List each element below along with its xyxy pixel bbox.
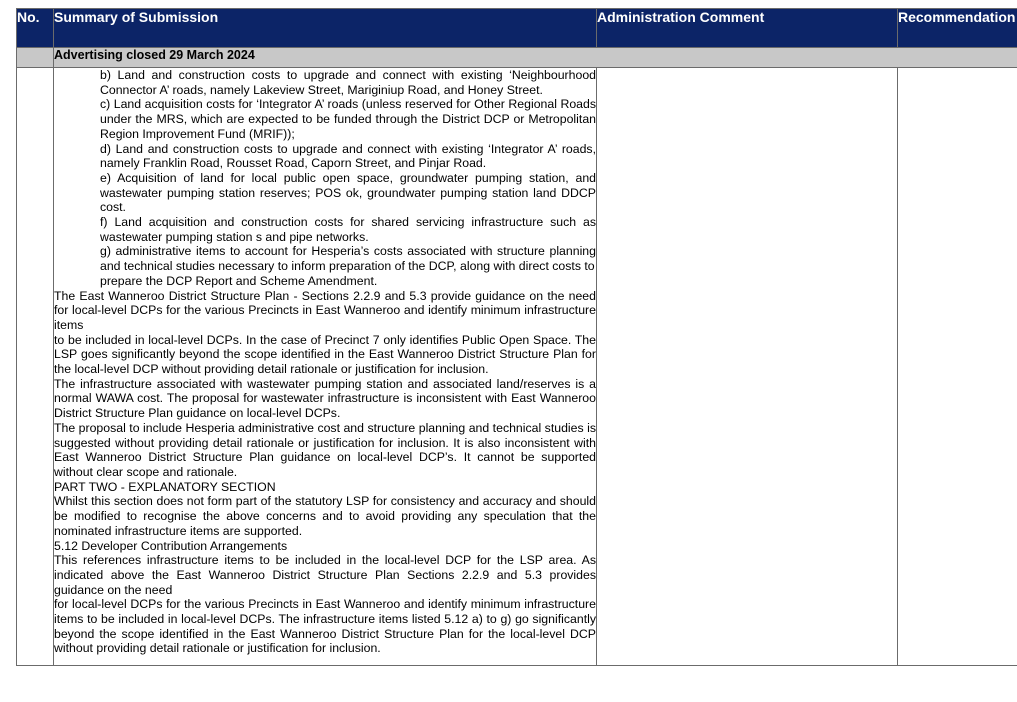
paragraph: This references infrastructure items to be included in the local-level DCP for the LSP area. As indicated above the East Wanneroo District Structure Plan Sections 2.2.9 and 5.3 provides guidance on the need xyxy=(54,553,596,597)
paragraph: for local-level DCPs for the various Precincts in East Wanneroo and identify minimum infrastructure items to be included in local-level DCPs. The infrastructure items listed 5.12 a) to g) go significantly beyond the scope identified in the East Wanneroo District Structure Plan for the local-level DCP without providing detail rationale or justification for inclusion. xyxy=(54,597,596,656)
recommendation-cell xyxy=(898,68,1017,666)
paragraph: to be included in local-level DCPs. In the case of Precinct 7 only identifies Public Open Space. The LSP goes significantly beyond the scope identified in the East Wanneroo District Structure Plan for the local-level DCP without providing detail rationale or justification for inclusion. xyxy=(54,332,596,377)
section-row xyxy=(17,48,1017,68)
admin-comment-cell xyxy=(597,68,898,666)
list-item: g) administrative items to account for Hesperia’s costs associated with structure planning and technical studies necessary to inform preparation of the DCP, along with direct costs to xyxy=(100,244,596,274)
row-no-cell xyxy=(17,68,54,666)
list-item: prepare the DCP Report and Scheme Amendment. xyxy=(100,273,378,288)
list-item: f) Land acquisition and construction costs for shared servicing infrastructure such as wastewater pumping station s and pipe networks. xyxy=(100,215,596,244)
list-item: e) Acquisition of land for local public open space, groundwater pumping station, and wastewater pumping station reserves; POS ok, groundwater pumping station land DDCP cost. xyxy=(100,170,596,215)
list-item: d) Land and construction costs to upgrade and connect with existing ‘Integrator A’ roads, namely Franklin Road, Rousset Road, Caporn Street, and Pinjar Road. xyxy=(100,141,596,171)
table-row xyxy=(17,68,1017,666)
subsection-heading: 5.12 Developer Contribution Arrangements xyxy=(54,538,288,553)
header-no: No. xyxy=(17,9,54,48)
section-no-cell xyxy=(17,48,54,68)
indented-items xyxy=(54,68,596,289)
submissions-table xyxy=(16,8,1017,666)
header-recommendation: Recommendation xyxy=(898,9,1017,48)
header-summary: Summary of Submission xyxy=(54,9,597,48)
paragraph: The proposal to include Hesperia administrative cost and structure planning and technical studies is suggested without providing detail rationale or justification for inclusion. It is also inconsistent with East Wanneroo District Structure Plan guidance on local-level DCP’s. It cannot be supported without clear scope and rationale. xyxy=(54,420,596,479)
paragraph: The infrastructure associated with wastewater pumping station and associated land/reserves is a normal WAWA cost. The proposal for wastewater infrastructure is inconsistent with East Wanneroo District Structure Plan guidance on local-level DCPs. xyxy=(54,376,596,421)
table-header-row xyxy=(17,9,1017,48)
list-item: c) Land acquisition costs for ‘Integrator A’ roads (unless reserved for Other Regional Roads under the MRS, which are expected to be funded through the District DCP or Metropolitan Region Improvement Fund (MRIF)); xyxy=(100,97,596,141)
part-two-heading: PART TWO - EXPLANATORY SECTION xyxy=(54,479,276,494)
paragraph: The East Wanneroo District Structure Plan - Sections 2.2.9 and 5.3 provide guidance on the need for local-level DCPs for the various Precincts in East Wanneroo and identify minimum infrastructure items xyxy=(54,288,596,332)
header-admin-comment: Administration Comment xyxy=(597,9,898,48)
paragraph: Whilst this section does not form part of the statutory LSP for consistency and accuracy and should be modified to recognise the above concerns and to avoid providing any speculation that the nominated infrastructure items are supported. xyxy=(54,494,596,538)
list-item: b) Land and construction costs to upgrade and connect with existing ‘Neighbourhood Connector A’ roads, namely Lakeview Street, Mariginiup Road, and Honey Street. xyxy=(100,68,596,97)
section-label: Advertising closed 29 March 2024 xyxy=(54,48,1017,68)
document-page xyxy=(16,8,1017,666)
summary-cell xyxy=(54,68,597,666)
